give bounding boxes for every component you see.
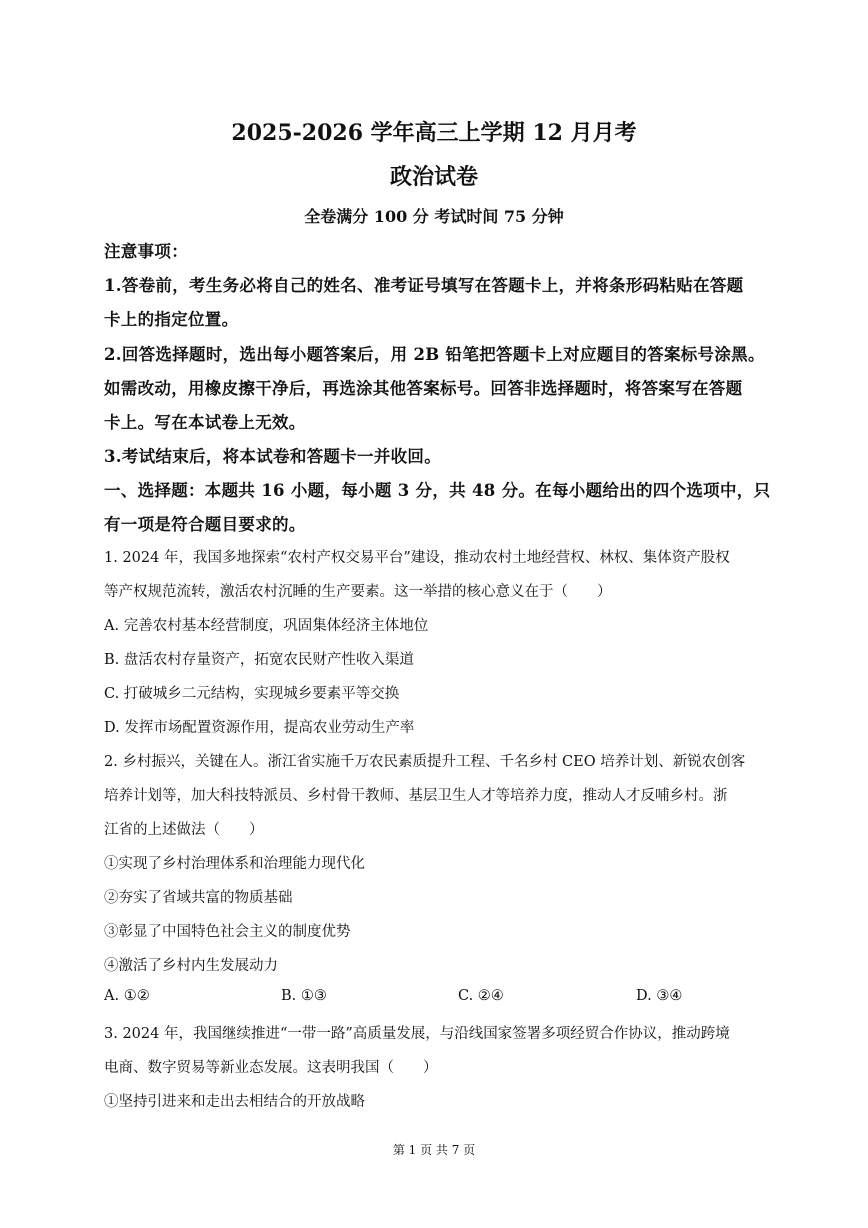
exam-subtitle: 全卷满分 100 分 考试时间 75 分钟 — [304, 207, 564, 226]
section-heading: 一、选择题：本题共 16 小题，每小题 3 分，共 48 分。在每小题给出的四个选项中，只 — [104, 481, 771, 500]
exam-title: 2025-2026 学年高三上学期 12 月月考 — [231, 120, 637, 146]
question-2-stem: 江省的上述做法（ ） — [104, 822, 264, 838]
question-3-stem: 电商、数字贸易等新业态发展。这表明我国（ ） — [104, 1060, 438, 1076]
question-2-option-d: D. ③④ — [636, 988, 683, 1004]
question-2-option-c: C. ②④ — [458, 988, 504, 1004]
question-1-option-a: A. 完善农村基本经营制度，巩固集体经济主体地位 — [104, 618, 429, 634]
question-2-statement-2: ②夯实了省域共富的物质基础 — [104, 890, 293, 906]
subject-title: 政治试卷 — [389, 164, 478, 190]
notice-heading: 注意事项： — [104, 242, 188, 261]
notice-line: 1.答卷前，考生务必将自己的姓名、准考证号填写在答题卡上，并将条形码粘贴在答题 — [104, 276, 744, 295]
question-1-option-b: B. 盘活农村存量资产，拓宽农民财产性收入渠道 — [104, 652, 414, 668]
notice-line: 3.考试结束后，将本试卷和答题卡一并收回。 — [104, 447, 442, 466]
question-1-stem: 1. 2024 年，我国多地探索“农村产权交易平台”建设，推动农村土地经营权、林权、集体资产股权 — [104, 550, 730, 566]
question-1-option-d: D. 发挥市场配置资源作用，提高农业劳动生产率 — [104, 720, 415, 736]
question-2-stem: 2. 乡村振兴，关键在人。浙江省实施千万农民素质提升工程、千名乡村 CEO 培养计划、新锐农创客 — [104, 754, 746, 770]
question-2-statement-4: ④激活了乡村内生发展动力 — [104, 958, 278, 974]
section-heading: 有一项是符合题目要求的。 — [104, 515, 306, 534]
question-1-stem: 等产权规范流转，激活农村沉睡的生产要素。这一举措的核心意义在于（ ） — [104, 584, 612, 600]
question-2-option-a: A. ①② — [104, 988, 150, 1004]
question-1-option-c: C. 打破城乡二元结构，实现城乡要素平等交换 — [104, 686, 400, 702]
question-2-statement-3: ③彰显了中国特色社会主义的制度优势 — [104, 924, 351, 940]
question-2-stem: 培养计划等，加大科技特派员、乡村骨干教师、基层卫生人才等培养力度，推动人才反哺乡村。浙 — [104, 788, 728, 804]
question-3-statement-1: ①坚持引进来和走出去相结合的开放战略 — [104, 1094, 365, 1110]
question-3-stem: 3. 2024 年，我国继续推进“一带一路”高质量发展，与沿线国家签署多项经贸合作协议，推动跨境 — [104, 1026, 730, 1042]
notice-line: 卡上的指定位置。 — [104, 310, 239, 329]
question-2-option-b: B. ①③ — [281, 988, 327, 1004]
notice-line: 2.回答选择题时，选出每小题答案后，用 2B 铅笔把答题卡上对应题目的答案标号涂黑。 — [104, 345, 765, 364]
question-2-statement-1: ①实现了乡村治理体系和治理能力现代化 — [104, 856, 365, 872]
notice-line: 卡上。写在本试卷上无效。 — [104, 413, 306, 432]
page-number: 第 1 页 共 7 页 — [392, 1143, 476, 1157]
notice-line: 如需改动，用橡皮擦干净后，再选涂其他答案标号。回答非选择题时，将答案写在答题 — [104, 379, 743, 398]
